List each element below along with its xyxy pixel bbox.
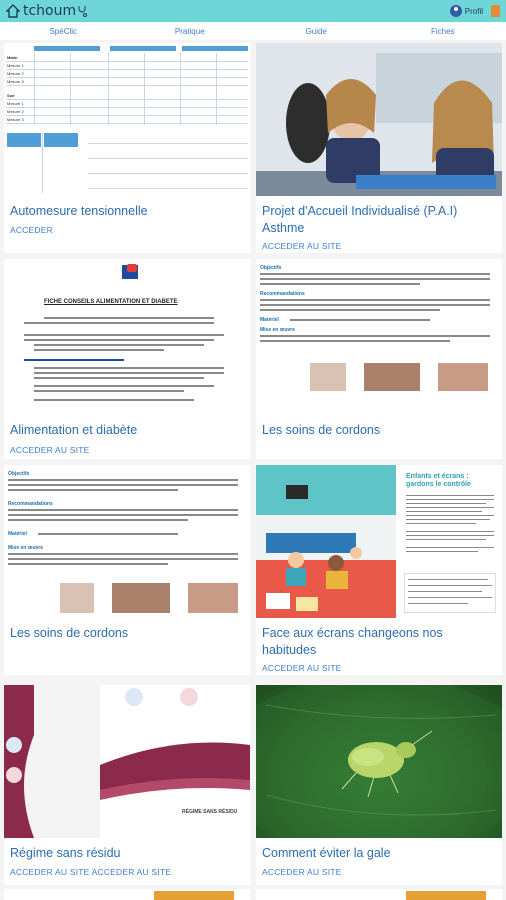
card-soins-cordons-1[interactable]: [256, 259, 502, 459]
card-title: Automesure tensionnelle: [10, 204, 148, 218]
tab-bar: [0, 22, 506, 40]
card-title: Régime sans résidu: [10, 846, 121, 860]
card-title: Projet d'Accueil Individualisé (P.A.I) Asthme: [262, 204, 458, 235]
card-title: Comment éviter la gale: [262, 846, 391, 860]
doc-label: Matériel: [8, 531, 27, 537]
profil-button[interactable]: [450, 5, 483, 17]
app-logo[interactable]: [6, 3, 87, 19]
cordon-doc-thumbnail: [4, 465, 250, 620]
card-pai-asthme[interactable]: [256, 43, 502, 253]
tab-guide[interactable]: Guide: [305, 26, 327, 36]
regime-doc-thumbnail: [4, 685, 250, 838]
card-link[interactable]: ACCEDER AU SITE: [262, 241, 342, 251]
card-partial-left[interactable]: [4, 889, 250, 900]
doc-label: Mise en œuvre: [260, 327, 296, 333]
automesure-table-thumbnail: [4, 43, 250, 196]
table-row-label: Mesure 1: [7, 63, 24, 68]
top-app-bar: [0, 0, 506, 22]
card-title: Les soins de cordons: [262, 423, 381, 437]
card-automesure[interactable]: [4, 43, 250, 253]
table-row-label: Soir: [7, 93, 15, 98]
doc-label: Recommandations: [8, 501, 53, 507]
card-link[interactable]: ACCEDER AU SITE: [262, 867, 342, 877]
tab-speclic[interactable]: SpéClic: [49, 26, 78, 36]
card-partial-right[interactable]: [256, 889, 502, 900]
ecrans-illustration: [256, 465, 502, 618]
card-face-aux-ecrans[interactable]: [256, 465, 502, 675]
doc-label: Recommandations: [260, 291, 305, 297]
cordon-doc-thumbnail: [256, 259, 502, 414]
aphid-photo: [256, 685, 502, 838]
tab-pratique[interactable]: Pratique: [174, 26, 205, 36]
card-eviter-gale[interactable]: [256, 685, 502, 885]
doc-label: Objectifs: [8, 471, 30, 477]
stethoscope-icon: [77, 5, 87, 17]
tab-fiches[interactable]: Fiches: [430, 26, 455, 36]
card-title: Face aux écrans changeons nos habitudes: [262, 626, 443, 657]
card-link[interactable]: ACCEDER AU SITE ACCEDER AU SITE: [10, 867, 172, 877]
table-row-label: Mesure 2: [7, 71, 24, 76]
card-regime-sans-residu[interactable]: [4, 685, 250, 885]
profile-icon: [450, 5, 462, 17]
calculator-icon[interactable]: [491, 5, 500, 17]
profil-label: Profil: [464, 6, 483, 16]
table-row-label: Mesure 2: [7, 109, 24, 114]
doc-label: Objectifs: [260, 265, 282, 271]
table-row-label: Mesure 1: [7, 101, 24, 106]
doc-label: Mise en œuvre: [8, 545, 44, 551]
card-alimentation-diabete[interactable]: [4, 259, 250, 459]
card-title: Alimentation et diabète: [10, 423, 138, 437]
home-icon: [6, 4, 20, 18]
diabete-doc-thumbnail: [4, 259, 250, 414]
table-row-label: Mesure 3: [7, 79, 24, 84]
card-soins-cordons-2[interactable]: [4, 465, 250, 675]
students-photo: [256, 43, 502, 196]
app-logo-text: tchoum: [23, 3, 77, 19]
card-link[interactable]: ACCEDER AU SITE: [10, 445, 90, 455]
doc-heading: FICHE CONSEILS ALIMENTATION ET DIABETE: [44, 299, 178, 305]
doc-heading: RÉGIME SANS RÉSIDU: [182, 809, 238, 815]
table-row-label: Mesure 3: [7, 117, 24, 122]
doc-label: Matériel: [260, 317, 279, 323]
card-link[interactable]: ACCEDER: [10, 225, 53, 235]
doc-heading: Enfants et écrans : gardons le contrôle: [406, 473, 471, 488]
card-title: Les soins de cordons: [10, 626, 129, 640]
card-link[interactable]: ACCEDER AU SITE: [262, 663, 342, 673]
table-row-label: Matin: [7, 55, 18, 60]
